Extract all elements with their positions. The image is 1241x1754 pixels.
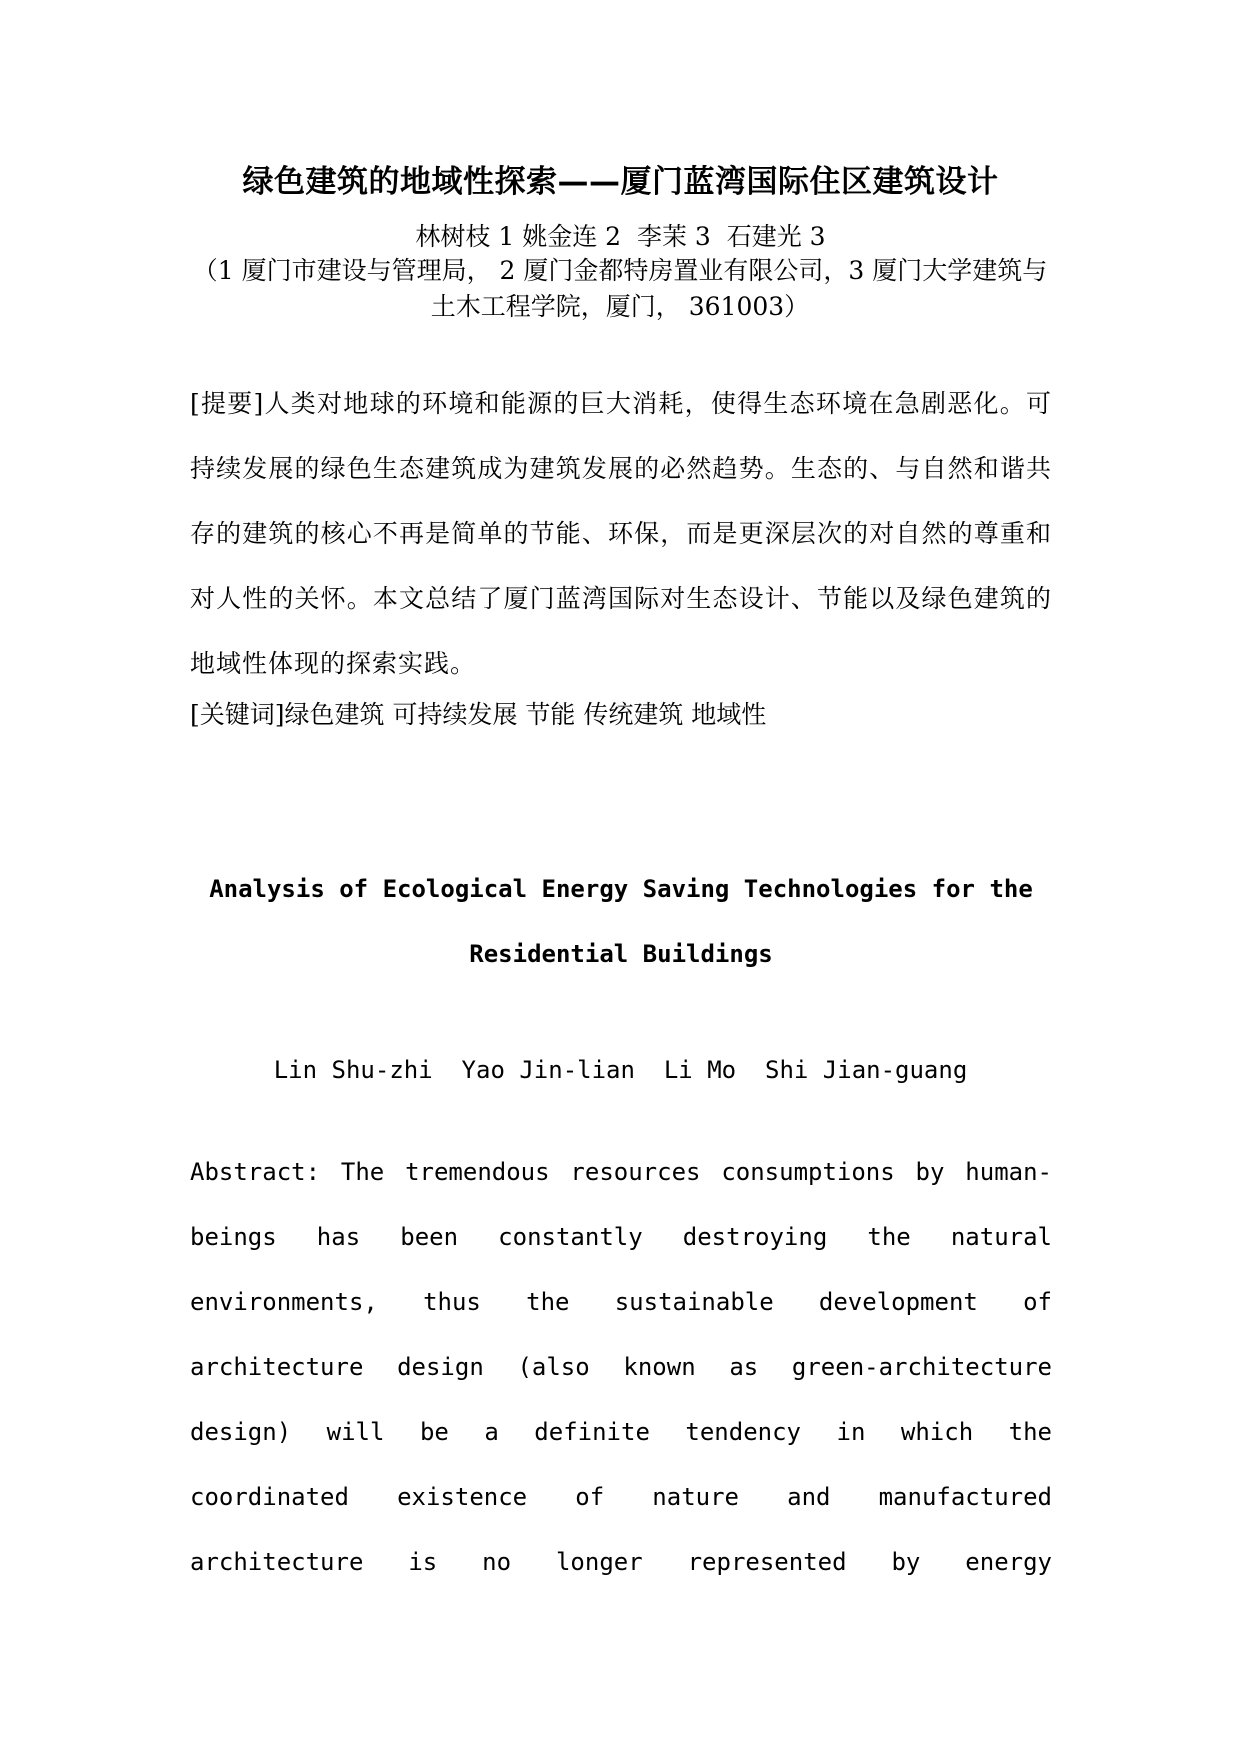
chinese-authors: 林树枝 1 姚金连 2 李茉 3 石建光 3 xyxy=(415,222,826,251)
english-abstract: Abstract: The tremendous resources consumptions by human-beings has been constantly destroying the natural environments, thus the sustainable development of architecture design (also known as green-architecture design) will be a definite tendency in which the coordinated existence of nature and manufactured architecture is no longer represented by energy xyxy=(190,1158,1052,1576)
chinese-title: 绿色建筑的地域性探索——厦门蓝湾国际住区建筑设计 xyxy=(242,164,999,200)
english-authors: Lin Shu-zhi Yao Jin-lian Li Mo Shi Jian-guang xyxy=(273,1056,968,1084)
chinese-keywords: [关键词]绿色建筑 可持续发展 节能 传统建筑 地域性 xyxy=(190,700,767,729)
chinese-affiliation: （1 厦门市建设与管理局， 2 厦门金都特房置业有限公司，3 厦门大学建筑与土木工程学院，厦门， 361003） xyxy=(192,256,1048,321)
chinese-abstract: [提要]人类对地球的环境和能源的巨大消耗，使得生态环境在急剧恶化。可持续发展的绿色生态建筑成为建筑发展的必然趋势。生态的、与自然和谐共存的建筑的核心不再是简单的节能、环保，而是更深层次的对自然的尊重和对人性的关怀。本文总结了厦门蓝湾国际对生态设计、节能以及绿色建筑的地域性体现的探索实践。 xyxy=(190,389,1052,678)
english-title: Analysis of Ecological Energy Saving Technologies for the Residential Buildings xyxy=(209,875,1033,968)
